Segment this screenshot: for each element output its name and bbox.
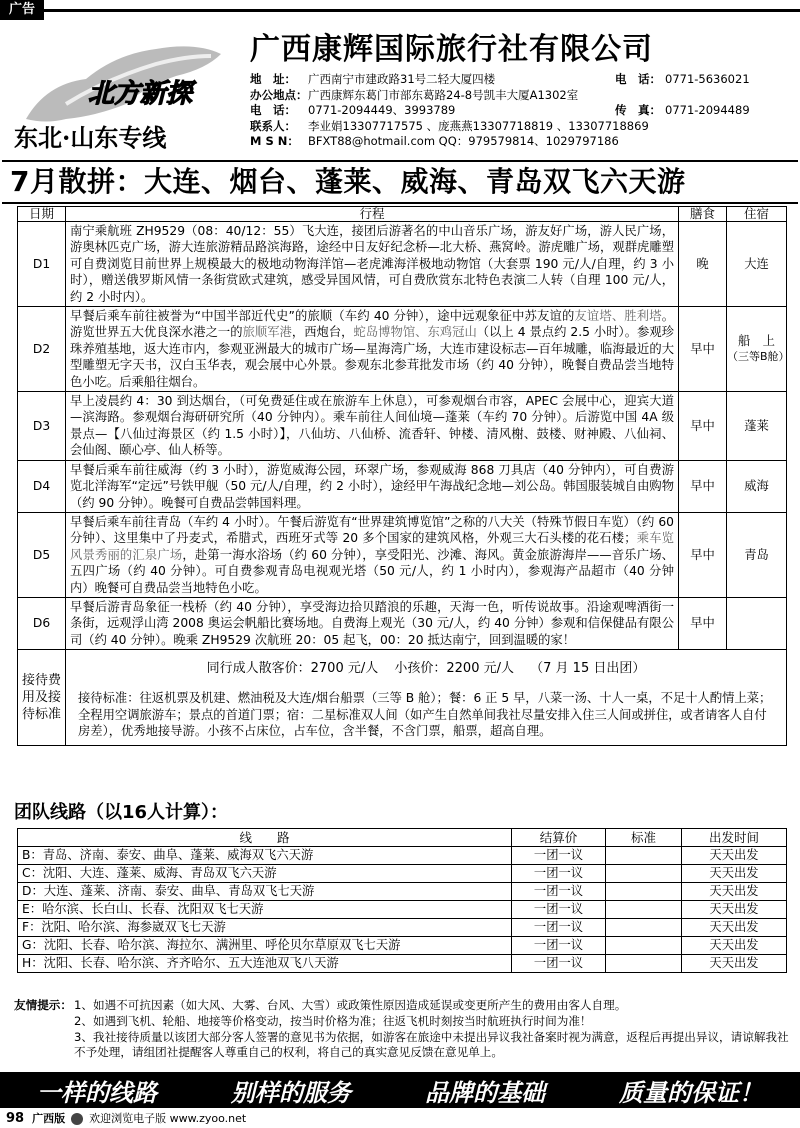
tips-spacer — [14, 1030, 74, 1062]
program-text: 。游览世界五大优良深水港之一的 — [70, 309, 674, 340]
contact-label: 联系人： — [250, 118, 296, 133]
route-price: 一团一议 — [512, 955, 606, 973]
table-row — [18, 865, 787, 883]
route-standard — [606, 901, 682, 919]
route-time: 天天出发 — [682, 901, 787, 919]
route-standard — [606, 847, 682, 865]
footer — [6, 1110, 796, 1128]
day-program — [66, 307, 679, 392]
child-price: 小孩价：2200 元/人 — [394, 661, 514, 677]
day-program: 早餐后乘车前往威海（约 3 小时），游览威海公园，环翠广场，参观威海 868 刀具店（40 分钟内），可自费游览北洋海军“定远”号铁甲舰（50 元/人/自理，约 2 小时），途经甲午海战纪念地—刘公岛。韩国服装城自由购物（约 90 分钟）。晚餐可自费品尝韩国料理。 — [66, 460, 679, 512]
route-name: H：沈阳、长春、哈尔滨、齐齐哈尔、五大连池双飞八天游 — [18, 955, 512, 973]
itinerary-row-d4 — [18, 460, 787, 512]
edition-label: 广西版 — [32, 1112, 66, 1125]
program-highlight: 蛇岛博物馆、东鸡冠山 — [353, 325, 477, 340]
price-line — [74, 660, 778, 678]
table-row — [18, 883, 787, 901]
day-label: D5 — [18, 512, 66, 597]
logo-main-text: 北方新探 — [88, 79, 193, 109]
route-price: 一团一议 — [512, 865, 606, 883]
hotel-line: 船 上 — [738, 333, 775, 348]
route-name: D：大连、蓬莱、济南、泰安、曲阜、青岛双飞七天游 — [18, 883, 512, 901]
day-meal: 晚 — [679, 222, 727, 307]
tel1-value: 0771-5636021 — [665, 72, 750, 86]
hotel-line: （三等B舱） — [727, 350, 790, 364]
day-label: D2 — [18, 307, 66, 392]
program-text: ，西炮台， — [291, 325, 354, 340]
header-date: 日期 — [18, 207, 66, 222]
day-meal: 早中 — [679, 597, 727, 649]
itinerary-row-d2 — [18, 307, 787, 392]
table-row — [18, 937, 787, 955]
logo — [6, 24, 240, 154]
day-hotel — [727, 307, 790, 392]
itinerary-row-d3 — [18, 392, 787, 461]
reception-standard: 接待标准：往返机票及机建、燃油税及大连/烟台船票（三等 B 舱）；餐：6 正 5 早，八菜一汤、十人一桌，不足十人酌情上菜；全程用空调旅游车；景点的首道门票；宿：二星标准双人间（如产生自然单间我社尽量安排入住三人间或拼住，或者请客人自付房差），优秀地接导游。小孩不占床位，占车位，含半餐，不含门票，船票，超高自理。 — [78, 691, 772, 738]
program-text: 早餐后乘车前往被誉为“中国半部近代史”的旅顺（车约 40 分钟），途中远观象征中苏友谊的 — [70, 309, 575, 324]
footer-website[interactable]: 欢迎浏览电子版 www.zyoo.net — [89, 1112, 247, 1125]
team-header-price: 结算价 — [512, 829, 606, 847]
tip-item: 1、如遇不可抗因素（如大风、大雾、台风、大雪）或政策性原因造成延误或变更所产生的费用由客人自理。 — [74, 998, 627, 1012]
route-standard — [606, 883, 682, 901]
route-name: C：沈阳、大连、蓬莱、威海、青岛双飞六天游 — [18, 865, 512, 883]
route-standard — [606, 955, 682, 973]
itinerary-header-row — [18, 207, 787, 222]
team-header-route: 线 路 — [18, 829, 512, 847]
table-row — [18, 901, 787, 919]
company-name: 广西康辉国际旅行社有限公司 — [250, 32, 653, 67]
slogan: 质量的保证！ — [619, 1078, 763, 1107]
msn-value: BFXT88@hotmail.com QQ：979579814、1029797186 — [308, 134, 619, 148]
address-label: 地 址： — [250, 72, 296, 86]
day-program — [66, 512, 679, 597]
tour-title: 7月散拼：大连、烟台、蓬莱、威海、青岛双飞六天游 — [2, 160, 798, 204]
phone-value: 0771-2094449、3993789 — [308, 103, 456, 117]
team-header-time: 出发时间 — [682, 829, 787, 847]
slogan: 品牌的基础 — [425, 1078, 545, 1107]
team-header-standard: 标准 — [606, 829, 682, 847]
route-standard — [606, 937, 682, 955]
itinerary-row-d6 — [18, 597, 787, 649]
edition-dot-icon — [71, 1113, 83, 1125]
contact-info — [250, 72, 795, 150]
address-value: 广西南宁市建政路31号二轻大厦四楼 — [308, 72, 496, 86]
route-time: 天天出发 — [682, 937, 787, 955]
table-row — [18, 919, 787, 937]
price-row — [18, 650, 787, 746]
team-header-row — [18, 829, 787, 847]
logo-sub-text: 东北·山东专线 — [14, 123, 167, 152]
slogan: 一样的线路 — [37, 1078, 157, 1107]
tips-spacer — [14, 1014, 74, 1030]
route-price: 一团一议 — [512, 919, 606, 937]
header-meal: 膳食 — [679, 207, 727, 222]
route-name: G：沈阳、长春、哈尔滨、海拉尔、满洲里、呼伦贝尔草原双飞七天游 — [18, 937, 512, 955]
route-time: 天天出发 — [682, 919, 787, 937]
fax-label: 传 真： — [615, 103, 661, 117]
price-cell — [66, 650, 787, 746]
itinerary-table — [17, 206, 790, 746]
day-label: D4 — [18, 460, 66, 512]
header-program: 行程 — [66, 207, 679, 222]
route-price: 一团一议 — [512, 883, 606, 901]
tip-item: 3、我社接待质量以该团大部分客人签署的意见书为依据，如游客在旅途中未提出异议我社备案时视为满意，返程后再提出异议，请谅解我社不予处理，请组团社提醒客人尊重自己的权利，将自己的真实意见反馈在意见单上。 — [74, 1029, 789, 1060]
office-value: 广西康辉东葛门市部东葛路24-8号凯丰大厦A1302室 — [308, 87, 579, 102]
team-routes-heading: 团队线路（以16人计算）： — [14, 802, 229, 823]
day-program: 早餐后游青岛象征一栈桥（约 40 分钟），享受海边拾贝踏浪的乐趣，天海一色，听传说故事。沿途观啤酒街一条街，远观浮山湾 2008 奥运会帆船比赛场地。自费海上观光（30 元/人，约 40 分钟）参观和信保健品有限公司（约 40 分钟）。晚乘 ZH9529 次航班 20：05 起飞，00：20 抵达南宁，回到温暖的家！ — [66, 597, 679, 649]
route-standard — [606, 865, 682, 883]
header-hotel: 住宿 — [727, 207, 787, 222]
day-program: 南宁乘航班 ZH9529（08：40/12：55）飞大连，接团后游著名的中山音乐广场，游友好广场，游人民广场，游奥林匹克广场，游大连旅游精品路滨海路，途经中日友好纪念桥—北大桥、燕窝岭。游虎雕广场，观群虎雕塑可自费浏览目前世界上规模最大的极地动物海洋馆—老虎滩海洋极地动物馆（大套票 190 元/人/自理，约 3 小时），赠送俄罗斯风情一条街赏欧式建筑，感受异国风情，可自费欣赏东北特色表演二人转（自理 100 元/人，约 2 小时内）。 — [66, 222, 679, 307]
day-hotel: 蓬莱 — [727, 392, 787, 461]
day-hotel: 威海 — [727, 460, 787, 512]
fax-value: 0771-2094489 — [665, 103, 750, 117]
program-text: ，赴第一海水浴场（约 60 分钟），享受阳光、沙滩、海风。黄金旅游海岸——音乐广场、五四广场（约 40 分钟）。可自费参观青岛电视观光塔（50 元/人，约 1 小时内），参观海产品超市（40 分钟内）晚餐可自费品尝当地特色小吃。 — [70, 547, 674, 595]
route-time: 天天出发 — [682, 955, 787, 973]
price-side-label: 接待费用及接待标准 — [18, 650, 66, 746]
page-number: 98 — [6, 1111, 25, 1126]
day-label: D1 — [18, 222, 66, 307]
route-name: F：沈阳、哈尔滨、海参崴双飞七天游 — [18, 919, 512, 937]
depart-date: （7 月 15 日出团） — [530, 661, 646, 677]
route-price: 一团一议 — [512, 901, 606, 919]
table-row — [18, 955, 787, 973]
day-hotel — [727, 597, 787, 649]
program-highlight: 乘车览风景秀丽的汇泉广场 — [70, 531, 674, 562]
msn-label: M S N： — [250, 134, 299, 148]
slogan-bar — [0, 1072, 800, 1108]
program-highlight: 友谊塔、胜利塔 — [574, 309, 662, 324]
day-hotel: 青岛 — [727, 512, 787, 597]
team-routes-table — [17, 828, 787, 973]
day-meal: 早中 — [679, 392, 727, 461]
route-price: 一团一议 — [512, 847, 606, 865]
day-meal: 早中 — [679, 307, 727, 392]
program-text: 早餐后乘车前往青岛（车约 4 小时）。午餐后游览有“世界建筑博览馆”之称的八大关（特殊节假日车览）（约 60 分钟）、这里集中了丹麦式，希腊式，西班牙式等 20 多个国家的建筑风格，外观三大石头楼的花石楼； — [70, 514, 674, 546]
route-time: 天天出发 — [682, 847, 787, 865]
itinerary-row-d5 — [18, 512, 787, 597]
tips-label: 友情提示： — [14, 998, 72, 1012]
contact-value: 李业娟13307717575 、庞燕燕13307718819 、13307718869 — [308, 118, 649, 133]
day-label: D3 — [18, 392, 66, 461]
friendly-tips — [14, 998, 790, 1061]
route-time: 天天出发 — [682, 883, 787, 901]
tel1-label: 电 话： — [615, 72, 661, 86]
route-time: 天天出发 — [682, 865, 787, 883]
phone-label: 电 话： — [250, 103, 296, 117]
table-row — [18, 847, 787, 865]
program-highlight: 旅顺军港 — [242, 325, 292, 340]
program-text: （以上 4 景点约 2.5 小时）。参观珍珠养殖基地，返大连市内，参观亚洲最大的城市广场—星海湾广场，大连市建设标志—百年城雕，临海最近的大型雕塑无字天书，汉白玉华表，观会展中心外景。参观东北参茸批发市场（约 40 分钟），晚餐自费品尝当地特色小吃。后乘船往烟台。 — [70, 325, 674, 389]
route-price: 一团一议 — [512, 937, 606, 955]
ad-tag: 广告 — [0, 0, 44, 20]
adult-price: 同行成人散客价：2700 元/人 — [206, 661, 379, 677]
slogan: 别样的服务 — [231, 1078, 351, 1107]
route-name: B：青岛、济南、泰安、曲阜、蓬莱、威海双飞六天游 — [18, 847, 512, 865]
day-hotel: 大连 — [727, 222, 787, 307]
top-rule — [44, 9, 800, 12]
itinerary-row-d1 — [18, 222, 787, 307]
route-standard — [606, 919, 682, 937]
route-name: E：哈尔滨、长白山、长春、沈阳双飞七天游 — [18, 901, 512, 919]
day-meal: 早中 — [679, 460, 727, 512]
day-label: D6 — [18, 597, 66, 649]
day-program: 早上凌晨约 4：30 到达烟台，（可免费延住或在旅游车上休息），可参观烟台市容，APEC 会展中心，迎宾大道—滨海路。参观烟台海研研究所（40 分钟内）。乘车前往人间仙境—蓬莱（车约 70 分钟）。后游览中国 4A 级景点—【八仙过海景区（约 1.5 小时）】，八仙坊、八仙桥、流香轩、钟楼、清风榭、鼓楼、财神殿、八仙祠、会仙阁、颐心亭、仙人桥等。 — [66, 392, 679, 461]
office-label: 办公地点： — [250, 87, 308, 102]
day-meal: 早中 — [679, 512, 727, 597]
tip-item: 2、如遇到飞机、轮船、地接等价格变动，按当时价格为准；往返飞机时刻按当时航班执行时间为准！ — [74, 1013, 592, 1028]
